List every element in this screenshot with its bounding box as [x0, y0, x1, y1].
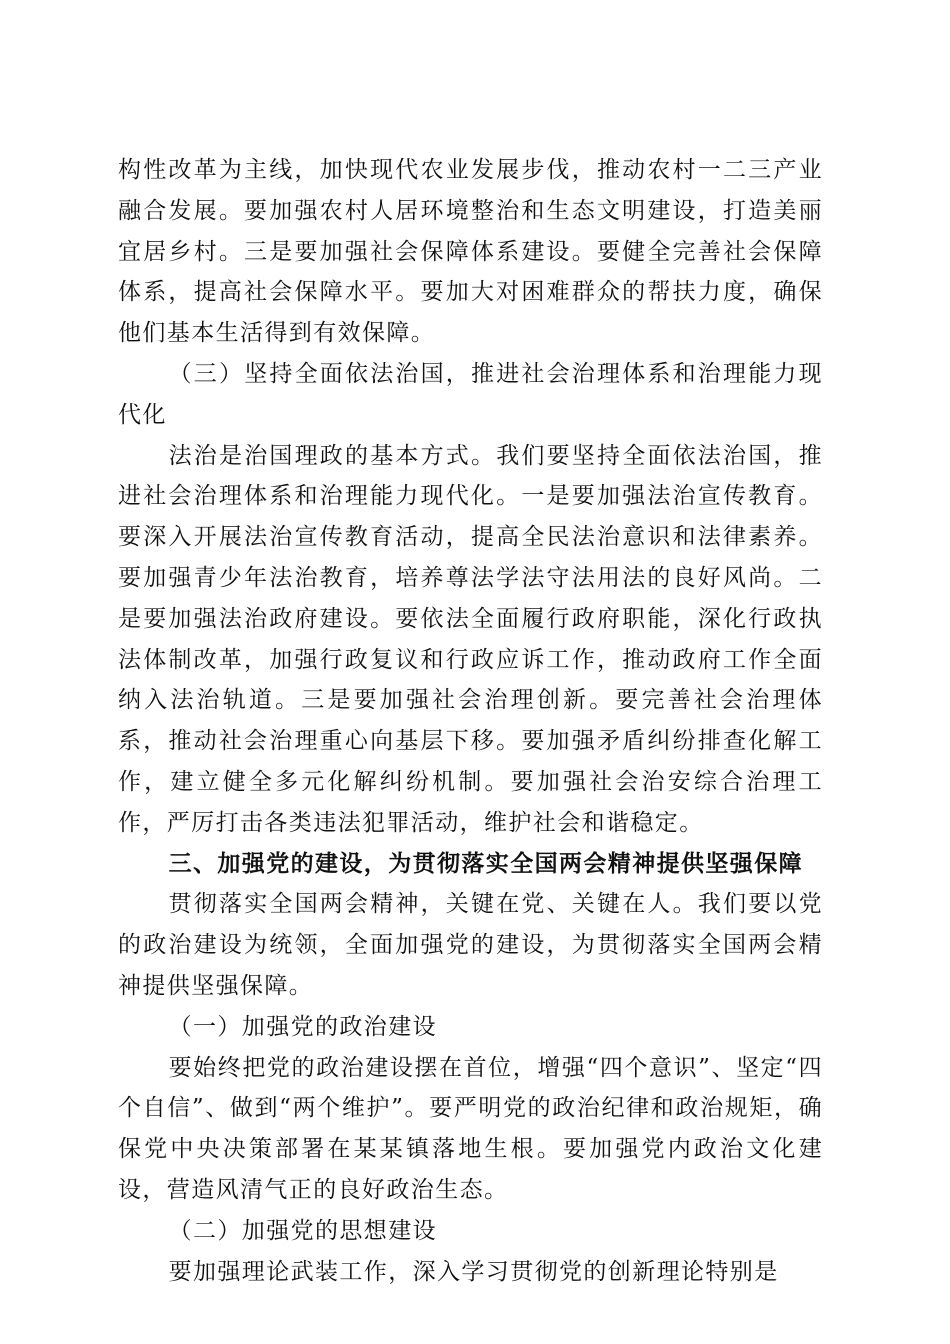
section-heading-party-building: 三、加强党的建设，为贯彻落实全国两会精神提供坚强保障 — [168, 850, 803, 877]
subheading-political-building: （一）加强党的政治建设 — [168, 1013, 437, 1040]
document-body — [118, 150, 823, 1292]
paragraph-rural-social-security: 构性改革为主线，加快现代农业发展步伐，推动农村一二三产业融合发展。要加强农村人居环境整治和生态文明建设，打造美丽宜居乡村。三是要加强社会保障体系建设。要健全完善社会保障体系，提高社会保障水平。要加大对困难群众的帮扶力度，确保他们基本生活得到有效保障。 — [118, 157, 823, 347]
subheading-rule-of-law: （三）坚持全面依法治国，推进社会治理体系和治理能力现代化 — [118, 360, 823, 428]
paragraph-ideological-building: 要加强理论武装工作，深入学习贯彻党的创新理论特别是 — [168, 1258, 779, 1285]
paragraph-party-building-intro: 贯彻落实全国两会精神，关键在党、关键在人。我们要以党的政治建设为统领，全面加强党的建设，为贯彻落实全国两会精神提供坚强保障。 — [118, 891, 823, 999]
paragraph-political-building: 要始终把党的政治建设摆在首位，增强“四个意识”、坚定“四个自信”、做到“两个维护”。要严明党的政治纪律和政治规矩，确保党中央决策部署在某某镇落地生根。要加强党内政治文化建设，营造风清气正的良好政治生态。 — [118, 1054, 823, 1203]
paragraph-rule-of-law: 法治是治国理政的基本方式。我们要坚持全面依法治国，推进社会治理体系和治理能力现代化。一是要加强法治宣传教育。要深入开展法治宣传教育活动，提高全民法治意识和法律素养。要加强青少年法治教育，培养尊法学法守法用法的良好风尚。二是要加强法治政府建设。要依法全面履行政府职能，深化行政执法体制改革，加强行政复议和行政应诉工作，推动政府工作全面纳入法治轨道。三是要加强社会治理创新。要完善社会治理体系，推动社会治理重心向基层下移。要加强矛盾纠纷排查化解工作，建立健全多元化解纠纷机制。要加强社会治安综合治理工作，严厉打击各类违法犯罪活动，维护社会和谐稳定。 — [118, 442, 823, 836]
subheading-ideological-building: （二）加强党的思想建设 — [168, 1217, 437, 1244]
